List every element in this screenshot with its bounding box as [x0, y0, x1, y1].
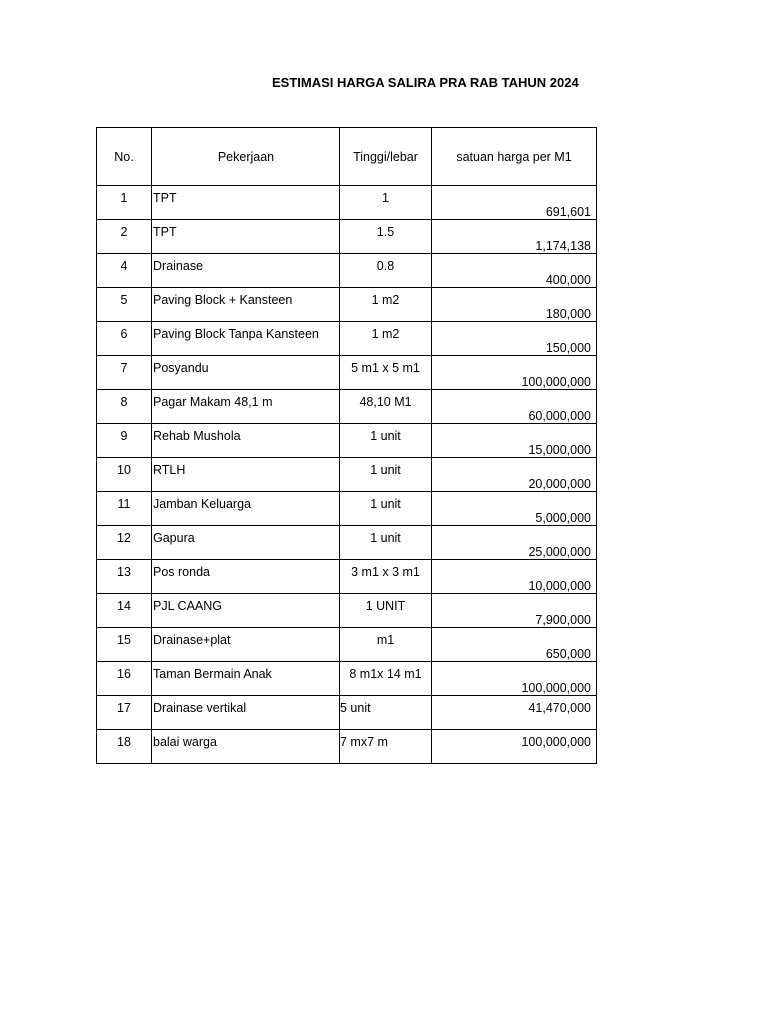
table-row [97, 356, 597, 390]
cell-pekerjaan: TPT [152, 186, 340, 220]
cell-no: 7 [97, 356, 152, 390]
cell-tinggi-lebar: 1 UNIT [340, 594, 432, 628]
cell-no: 10 [97, 458, 152, 492]
cell-harga: 100,000,000 [432, 662, 597, 696]
cell-no: 5 [97, 288, 152, 322]
cell-pekerjaan: Gapura [152, 526, 340, 560]
cell-no: 17 [97, 696, 152, 730]
cell-harga: 100,000,000 [432, 730, 597, 764]
cell-harga: 5,000,000 [432, 492, 597, 526]
table-row [97, 458, 597, 492]
cell-tinggi-lebar: 1 unit [340, 458, 432, 492]
cell-pekerjaan: Paving Block Tanpa Kansteen [152, 322, 340, 356]
header-pekerjaan: Pekerjaan [152, 128, 340, 186]
cell-pekerjaan: balai warga [152, 730, 340, 764]
cell-harga: 1,174,138 [432, 220, 597, 254]
table-row [97, 628, 597, 662]
header-satuan-harga: satuan harga per M1 [432, 128, 597, 186]
cell-pekerjaan: Pagar Makam 48,1 m [152, 390, 340, 424]
table-row [97, 526, 597, 560]
cell-tinggi-lebar: 1 unit [340, 526, 432, 560]
cell-harga: 25,000,000 [432, 526, 597, 560]
cell-pekerjaan: Drainase vertikal [152, 696, 340, 730]
cell-harga: 100,000,000 [432, 356, 597, 390]
cell-harga: 180,000 [432, 288, 597, 322]
cell-tinggi-lebar: 0.8 [340, 254, 432, 288]
cell-harga: 15,000,000 [432, 424, 597, 458]
cell-harga: 41,470,000 [432, 696, 597, 730]
cell-no: 8 [97, 390, 152, 424]
cell-pekerjaan: RTLH [152, 458, 340, 492]
header-no: No. [97, 128, 152, 186]
cell-harga: 400,000 [432, 254, 597, 288]
cell-harga: 7,900,000 [432, 594, 597, 628]
cell-pekerjaan: TPT [152, 220, 340, 254]
price-estimate-table [96, 127, 597, 764]
cell-no: 4 [97, 254, 152, 288]
cell-tinggi-lebar: 8 m1x 14 m1 [340, 662, 432, 696]
cell-harga: 20,000,000 [432, 458, 597, 492]
table-row [97, 288, 597, 322]
cell-harga: 150,000 [432, 322, 597, 356]
table-row [97, 424, 597, 458]
table-row [97, 594, 597, 628]
cell-tinggi-lebar: 48,10 M1 [340, 390, 432, 424]
cell-tinggi-lebar: 7 mx7 m [340, 730, 432, 764]
table-row [97, 390, 597, 424]
header-tinggi-lebar: Tinggi/lebar [340, 128, 432, 186]
cell-no: 18 [97, 730, 152, 764]
table-row [97, 560, 597, 594]
cell-tinggi-lebar: 1 m2 [340, 288, 432, 322]
table-row [97, 220, 597, 254]
cell-pekerjaan: Drainase+plat [152, 628, 340, 662]
cell-tinggi-lebar: 5 m1 x 5 m1 [340, 356, 432, 390]
cell-no: 9 [97, 424, 152, 458]
table-row [97, 322, 597, 356]
table-row [97, 730, 597, 764]
cell-harga: 691,601 [432, 186, 597, 220]
cell-no: 11 [97, 492, 152, 526]
table-row [97, 662, 597, 696]
cell-no: 12 [97, 526, 152, 560]
cell-pekerjaan: Posyandu [152, 356, 340, 390]
cell-pekerjaan: Paving Block + Kansteen [152, 288, 340, 322]
cell-no: 15 [97, 628, 152, 662]
table-header-row [97, 128, 597, 186]
cell-harga: 650,000 [432, 628, 597, 662]
cell-pekerjaan: Drainase [152, 254, 340, 288]
cell-harga: 10,000,000 [432, 560, 597, 594]
cell-tinggi-lebar: m1 [340, 628, 432, 662]
cell-no: 14 [97, 594, 152, 628]
cell-pekerjaan: Taman Bermain Anak [152, 662, 340, 696]
cell-pekerjaan: Jamban Keluarga [152, 492, 340, 526]
cell-pekerjaan: Rehab Mushola [152, 424, 340, 458]
cell-pekerjaan: PJL CAANG [152, 594, 340, 628]
cell-tinggi-lebar: 1 [340, 186, 432, 220]
table-row [97, 254, 597, 288]
cell-no: 13 [97, 560, 152, 594]
table-row [97, 492, 597, 526]
cell-tinggi-lebar: 5 unit [340, 696, 432, 730]
table-row [97, 696, 597, 730]
cell-tinggi-lebar: 1 m2 [340, 322, 432, 356]
cell-tinggi-lebar: 3 m1 x 3 m1 [340, 560, 432, 594]
cell-no: 2 [97, 220, 152, 254]
cell-no: 6 [97, 322, 152, 356]
cell-no: 1 [97, 186, 152, 220]
cell-pekerjaan: Pos ronda [152, 560, 340, 594]
cell-no: 16 [97, 662, 152, 696]
table-row [97, 186, 597, 220]
document-title: ESTIMASI HARGA SALIRA PRA RAB TAHUN 2024 [272, 75, 579, 90]
cell-tinggi-lebar: 1 unit [340, 492, 432, 526]
cell-harga: 60,000,000 [432, 390, 597, 424]
cell-tinggi-lebar: 1 unit [340, 424, 432, 458]
cell-tinggi-lebar: 1.5 [340, 220, 432, 254]
